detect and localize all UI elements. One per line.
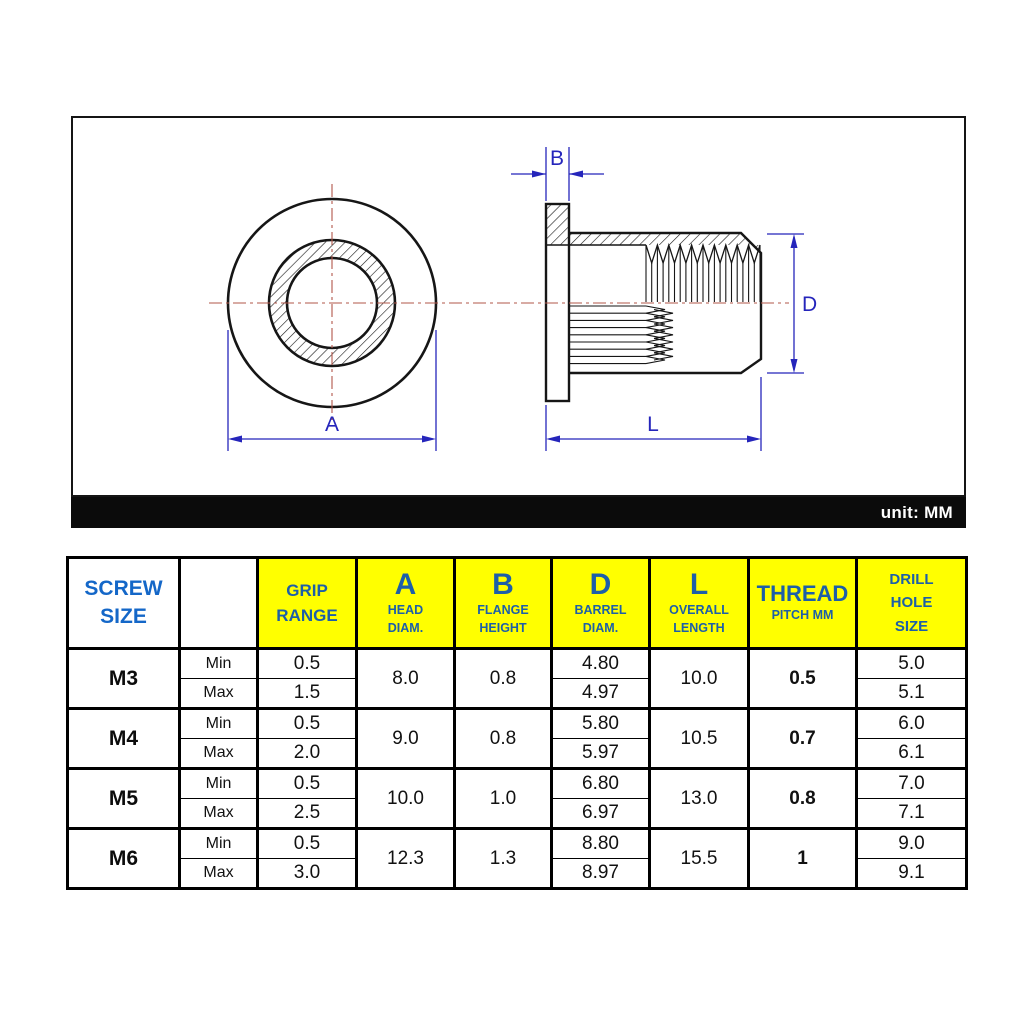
- header-thread-pitch: THREAD PITCH MM: [749, 558, 857, 649]
- cell-m5-barrel-max: 6.97: [552, 799, 650, 829]
- cell-m5-flange-height: 1.0: [455, 769, 552, 829]
- spec-table: [66, 556, 968, 890]
- cell-m3-size: M3: [68, 649, 180, 709]
- cell-m4-drill-max: 6.1: [857, 739, 967, 769]
- cell-m5-drill-max: 7.1: [857, 799, 967, 829]
- cell-m5-drill-min: 7.0: [857, 769, 967, 799]
- header-a-head-diam: A HEAD DIAM.: [357, 558, 455, 649]
- table-header-row: [68, 558, 967, 649]
- cell-m3-head-diam: 8.0: [357, 649, 455, 709]
- cell-m3-flange-height: 0.8: [455, 649, 552, 709]
- cell-m5-thread-pitch: 0.8: [749, 769, 857, 829]
- cell-m4-size: M4: [68, 709, 180, 769]
- cell-m3-max-label: Max: [180, 679, 258, 709]
- header-minmax-empty: [180, 558, 258, 649]
- cell-m4-overall-length: 10.5: [650, 709, 749, 769]
- cell-m4-barrel-max: 5.97: [552, 739, 650, 769]
- spec-table-body: [68, 649, 967, 889]
- cell-m5-barrel-min: 6.80: [552, 769, 650, 799]
- cell-m3-barrel-min: 4.80: [552, 649, 650, 679]
- unit-label: unit: MM: [880, 502, 953, 522]
- cell-m6-barrel-max: 8.97: [552, 859, 650, 889]
- unit-bar: [71, 497, 966, 528]
- cell-m6-drill-min: 9.0: [857, 829, 967, 859]
- cell-m5-overall-length: 13.0: [650, 769, 749, 829]
- cell-m5-grip-min: 0.5: [258, 769, 357, 799]
- cell-m6-overall-length: 15.5: [650, 829, 749, 889]
- cell-m4-grip-max: 2.0: [258, 739, 357, 769]
- cell-m5-min-label: Min: [180, 769, 258, 799]
- table-row-m3-min: [68, 649, 967, 679]
- cell-m6-flange-height: 1.3: [455, 829, 552, 889]
- cell-m3-drill-max: 5.1: [857, 679, 967, 709]
- cell-m6-barrel-min: 8.80: [552, 829, 650, 859]
- cell-m4-head-diam: 9.0: [357, 709, 455, 769]
- cell-m6-thread-pitch: 1: [749, 829, 857, 889]
- cell-m6-max-label: Max: [180, 859, 258, 889]
- technical-drawing-frame: [71, 116, 966, 497]
- rivet-nut-drawing: [73, 118, 964, 495]
- table-row-m6-min: [68, 829, 967, 859]
- dim-label-d: D: [802, 293, 818, 316]
- cell-m4-drill-min: 6.0: [857, 709, 967, 739]
- header-grip-range: GRIP RANGE: [258, 558, 357, 649]
- cell-m6-drill-max: 9.1: [857, 859, 967, 889]
- header-screw-size: SCREW SIZE: [68, 558, 180, 649]
- table-row-m5-min: [68, 769, 967, 799]
- cell-m5-size: M5: [68, 769, 180, 829]
- cell-m4-barrel-min: 5.80: [552, 709, 650, 739]
- flange-section-hatch: [546, 204, 569, 245]
- cell-m6-size: M6: [68, 829, 180, 889]
- cell-m3-min-label: Min: [180, 649, 258, 679]
- cell-m6-grip-max: 3.0: [258, 859, 357, 889]
- cell-m4-flange-height: 0.8: [455, 709, 552, 769]
- cell-m5-head-diam: 10.0: [357, 769, 455, 829]
- table-row-m4-min: [68, 709, 967, 739]
- header-b-flange-height: B FLANGE HEIGHT: [455, 558, 552, 649]
- header-drill-hole-size: DRILL HOLE SIZE: [857, 558, 967, 649]
- cell-m3-barrel-max: 4.97: [552, 679, 650, 709]
- cell-m3-grip-min: 0.5: [258, 649, 357, 679]
- cell-m6-head-diam: 12.3: [357, 829, 455, 889]
- header-l-overall-length: L OVERALL LENGTH: [650, 558, 749, 649]
- cell-m6-min-label: Min: [180, 829, 258, 859]
- cell-m4-grip-min: 0.5: [258, 709, 357, 739]
- dim-label-l: L: [647, 413, 659, 436]
- dim-label-b: B: [549, 147, 565, 170]
- cell-m3-drill-min: 5.0: [857, 649, 967, 679]
- header-d-barrel-diam: D BARREL DIAM.: [552, 558, 650, 649]
- cell-m5-max-label: Max: [180, 799, 258, 829]
- cell-m4-max-label: Max: [180, 739, 258, 769]
- cell-m3-thread-pitch: 0.5: [749, 649, 857, 709]
- cell-m3-grip-max: 1.5: [258, 679, 357, 709]
- cell-m5-grip-max: 2.5: [258, 799, 357, 829]
- cell-m6-grip-min: 0.5: [258, 829, 357, 859]
- dim-label-a: A: [324, 413, 340, 436]
- cell-m4-thread-pitch: 0.7: [749, 709, 857, 769]
- cell-m4-min-label: Min: [180, 709, 258, 739]
- cell-m3-overall-length: 10.0: [650, 649, 749, 709]
